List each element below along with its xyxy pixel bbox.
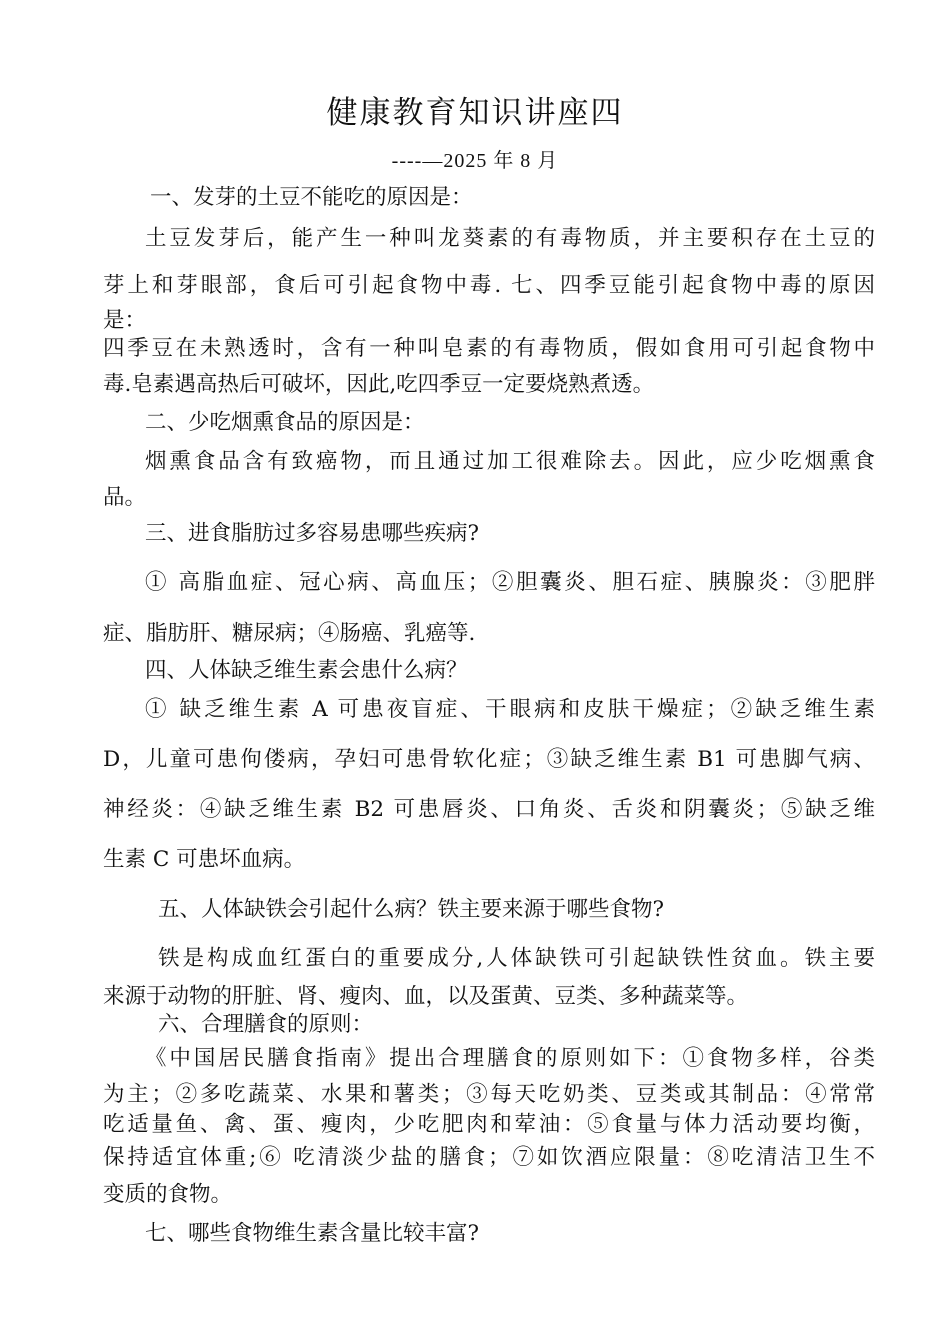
paragraph-line: 来源于动物的肝脏、肾、瘦肉、血，以及蛋黄、豆类、多种蔬菜等。 [103,984,749,1009]
paragraph-line: 土豆发芽后，能产生一种叫龙葵素的有毒物质，并主要积存在土豆的 [145,226,875,251]
document-title: 健康教育知识讲座四 [326,95,624,131]
paragraph-line: 《中国居民膳食指南》提出合理膳食的原则如下：①食物多样，谷类 [145,1046,875,1071]
paragraph-line: 铁是构成血红蛋白的重要成分,人体缺铁可引起缺铁性贫血。铁主要 [158,946,875,971]
heading-7: 七、哪些食物维生素含量比较丰富? [145,1221,480,1246]
paragraph-line: D，儿童可患佝偻病，孕妇可患骨软化症；③缺乏维生素 B1 可患脚气病、 [103,747,875,772]
date-line: ----—2025 年 8 月 [391,150,559,172]
paragraph-line: 毒.皂素遇高热后可破坏，因此,吃四季豆一定要烧熟煮透。 [103,372,655,397]
paragraph-line: 品。 [103,485,147,510]
paragraph-line: 生素 C 可患坏血病。 [103,847,306,872]
paragraph-line: 变质的食物。 [103,1182,233,1207]
heading-4: 四、人体缺乏维生素会患什么病？ [145,658,468,683]
paragraph-line: 神经炎：④缺乏维生素 B2 可患唇炎、口角炎、舌炎和阴囊炎；⑤缺乏维 [103,797,875,822]
paragraph-line: ① 缺乏维生素 A 可患夜盲症、干眼病和皮肤干燥症；②缺乏维生素 [145,697,875,722]
paragraph-line: 症、脂肪肝、糖尿病；④肠癌、乳癌等. [103,621,476,646]
paragraph-line: ① 高脂血症、冠心病、高血压；②胆囊炎、胆石症、胰腺炎：③肥胖 [145,570,875,595]
paragraph-line: 吃适量鱼、禽、蛋、瘦肉，少吃肥肉和荤油：⑤食量与体力活动要均衡， [103,1112,875,1137]
paragraph-line: 芽上和芽眼部，食后可引起食物中毒. 七、四季豆能引起食物中毒的原因 [103,273,875,298]
heading-2: 二、少吃烟熏食品的原因是： [145,410,425,435]
paragraph-line: 四季豆在未熟透时，含有一种叫皂素的有毒物质，假如食用可引起食物中 [103,336,875,361]
paragraph-line: 保持适宜体重;⑥ 吃清淡少盐的膳食；⑦如饮酒应限量：⑧吃清洁卫生不 [103,1145,875,1170]
heading-5: 五、人体缺铁会引起什么病？铁主要来源于哪些食物? [158,897,665,922]
paragraph-line: 烟熏食品含有致癌物，而且通过加工很难除去。因此，应少吃烟熏食 [145,449,875,474]
heading-3: 三、进食脂肪过多容易患哪些疾病? [145,521,480,546]
heading-1: 一、发芽的土豆不能吃的原因是： [150,185,473,210]
heading-6: 六、合理膳食的原则： [158,1012,374,1037]
paragraph-line: 为主；②多吃蔬菜、水果和薯类；③每天吃奶类、豆类或其制品：④常常 [103,1082,875,1107]
paragraph-line: 是： [103,308,147,333]
